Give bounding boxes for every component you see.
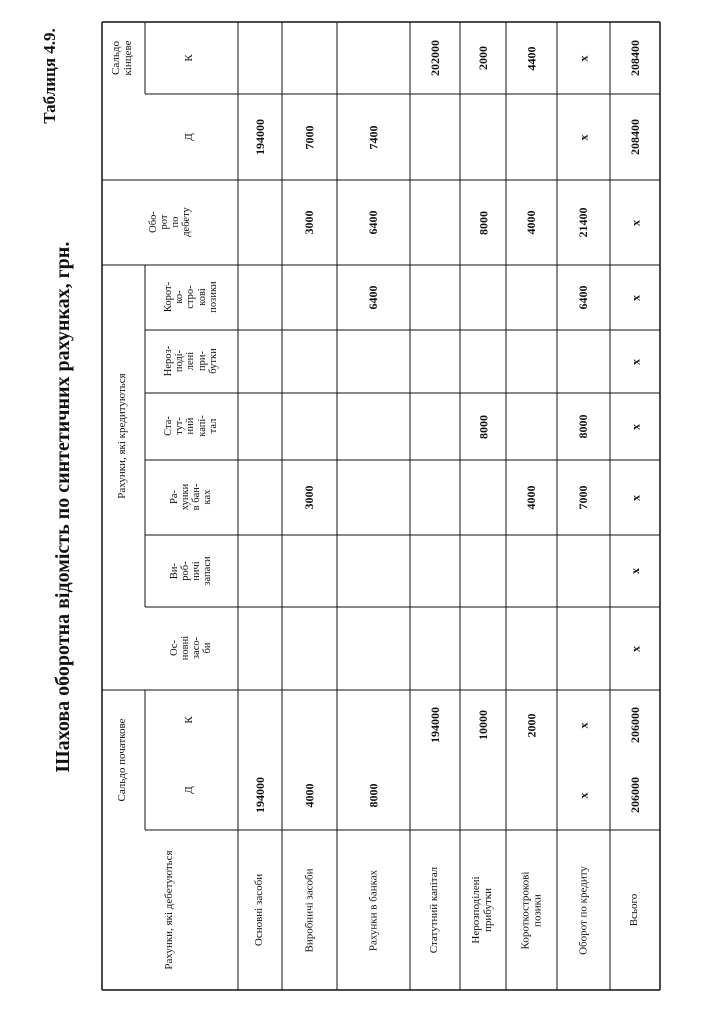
cell-value: 208400 <box>627 40 642 76</box>
cell-value: 206000 <box>627 707 642 743</box>
page-title: Шахова оборотна відомість по синтетичних рахунках, грн. <box>51 241 74 773</box>
cell-value: 10000 <box>475 710 490 740</box>
cell-value: 202000 <box>427 40 442 76</box>
cell-value: 21400 <box>576 207 591 238</box>
row-label: Статутний капітал <box>428 866 441 954</box>
cell-value: x <box>627 645 642 652</box>
row-label: Виробничі засоби <box>302 867 315 953</box>
row-label: Нерозподілені прибутки <box>470 876 494 944</box>
header-accounts-debited: Рахунки, які дебетуються <box>163 850 176 970</box>
header-closing-balance: Сальдо кінцеве <box>110 40 134 76</box>
cell-value: 8000 <box>366 783 381 807</box>
header-col-charter-capital: Ста- тут- ний капі- тал <box>163 415 219 437</box>
cell-value: x <box>627 494 642 501</box>
cell-value: 4000 <box>302 783 317 807</box>
cell-value: 6400 <box>366 285 381 310</box>
header-closing-credit: К <box>183 54 196 62</box>
row-label: Основні засоби <box>253 873 266 947</box>
cell-value: 194000 <box>252 119 267 155</box>
cell-value: 7000 <box>576 485 591 510</box>
header-opening-debit: Д <box>183 786 196 794</box>
cell-value: 208400 <box>627 119 642 155</box>
cell-value: 3000 <box>302 210 317 235</box>
cell-value: 7000 <box>302 125 317 149</box>
row-label: Рахунки в банках <box>366 869 379 951</box>
cell-value: x <box>627 219 642 226</box>
cell-value: 4400 <box>524 46 539 70</box>
cell-value: 206000 <box>627 777 642 813</box>
header-col-inventories: Ви- роб- ничі запаси <box>168 556 214 586</box>
cell-value: 194000 <box>252 777 267 813</box>
cell-value: x <box>627 423 642 430</box>
cell-value: x <box>576 792 591 798</box>
header-col-short-term-loans: Корот- ко- стро- кові позики <box>163 281 219 313</box>
cell-value: 2000 <box>475 46 490 70</box>
header-debit-turnover: Обо- рот по дебету <box>147 207 193 237</box>
header-closing-debit: Д <box>183 133 196 141</box>
row-label: Оборот по кредиту <box>576 865 589 955</box>
cell-value: 8000 <box>475 210 490 235</box>
cell-value: x <box>627 294 642 301</box>
cell-value: x <box>576 134 591 140</box>
cell-value: 8000 <box>475 414 490 439</box>
cell-value: 2000 <box>524 713 539 737</box>
cell-value: 4000 <box>524 210 539 235</box>
cell-value: x <box>627 568 642 574</box>
row-label: Всього <box>628 893 641 927</box>
header-col-fixed-assets: Ос- новні засо- би <box>168 635 214 661</box>
header-opening-balance: Сальдо початкове <box>116 718 129 802</box>
cell-value: x <box>627 358 642 365</box>
cell-value: 7400 <box>366 125 381 149</box>
cell-value: 8000 <box>576 414 591 439</box>
cell-value: 194000 <box>427 707 442 743</box>
cell-value: 6400 <box>366 210 381 235</box>
header-accounts-credited: Рахунки, які кредитуються <box>116 373 129 499</box>
table-number: Таблиця 4.9. <box>40 28 59 124</box>
header-col-retained-earnings: Нероз- поді- лені при- бутки <box>163 345 219 377</box>
header-col-bank-accounts: Ра- хунки в бан- ках <box>168 483 214 511</box>
cell-value: 6400 <box>576 285 591 310</box>
cell-value: x <box>576 55 591 61</box>
row-label: Короткострокові позики <box>518 871 543 949</box>
cell-value: x <box>576 722 591 728</box>
cell-value: 4000 <box>524 485 539 510</box>
cell-value: 3000 <box>302 485 317 510</box>
header-opening-credit: К <box>183 716 196 724</box>
